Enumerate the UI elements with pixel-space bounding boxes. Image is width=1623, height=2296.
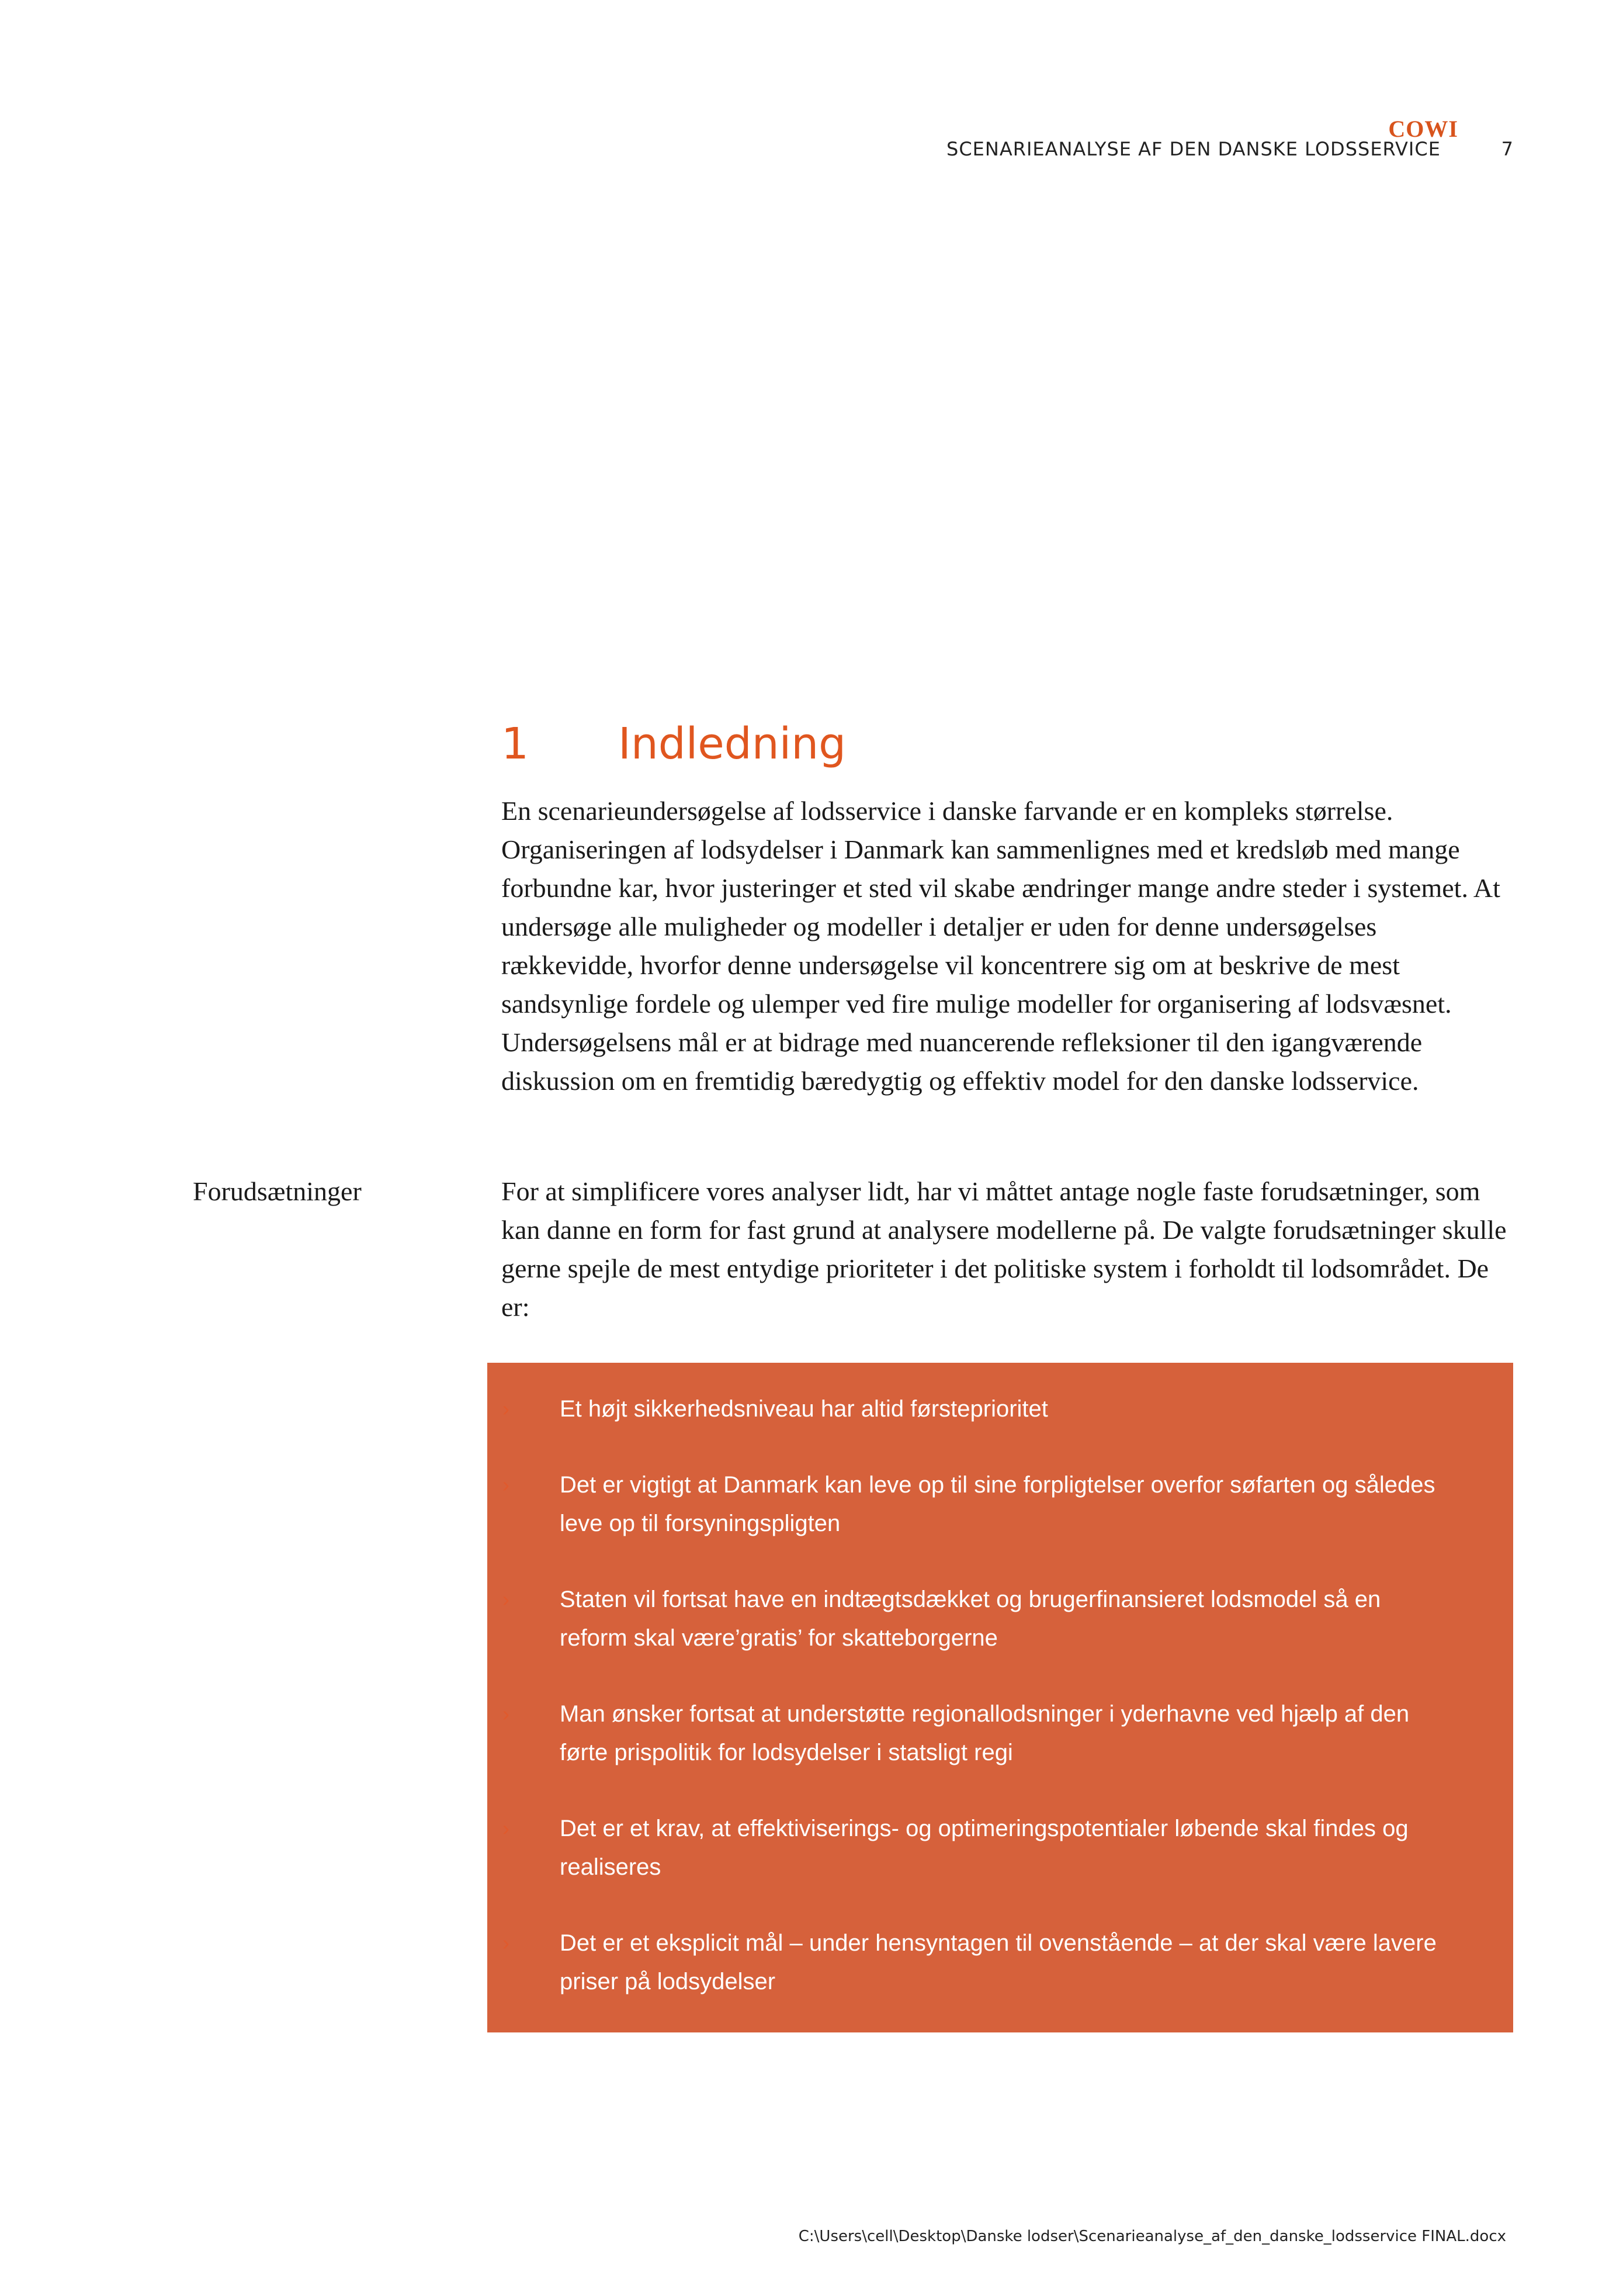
list-item-text: Det er et eksplicit mål – under hensyntagen til ovenstående – at der skal være lavere priser på lodsydelser xyxy=(560,1930,1437,1994)
page-header xyxy=(946,138,1513,160)
document-title: SCENARIEANALYSE AF DEN DANSKE LODSSERVICE xyxy=(946,138,1441,160)
list-item xyxy=(502,1580,1448,1657)
bullet-chevron-icon: › xyxy=(502,1702,509,1726)
footer-file-path: C:\Users\cell\Desktop\Danske lodser\Scenarieanalyse_af_den_danske_lodsservice FINAL.docx xyxy=(798,2228,1506,2245)
bullet-chevron-icon: › xyxy=(502,1473,509,1497)
intro-paragraph: En scenarieundersøgelse af lodsservice i danske farvande er en kompleks størrelse. Organiseringen af lodsydelser i Danmark kan sammenlignes med et kredsløb med mange forbundne kar, hvor justeringer et sted vil skabe ændringer mange andre steder i systemet. At undersøge alle muligheder og modeller i detaljer er uden for denne undersøgelses rækkevidde, hvorfor denne undersøgelse vil koncentrere sig om at beskrive de mest sandsynlige fordele og ulemper ved fire mulige modeller for organisering af lodsvæsnet. Undersøgelsens mål er at bidrage med nuancerende refleksioner til den igangværende diskussion om en fremtidig bæredygtig og effektiv model for den danske lodsservice. xyxy=(501,796,1500,1096)
list-item xyxy=(502,1809,1448,1886)
list-item-text: Et højt sikkerhedsniveau har altid førsteprioritet xyxy=(560,1396,1048,1422)
chapter-heading xyxy=(501,719,846,769)
list-item-text: Det er et krav, at effektiviserings- og optimeringspotentialer løbende skal findes og realiseres xyxy=(560,1816,1409,1880)
list-item xyxy=(502,1695,1448,1772)
list-item xyxy=(502,1466,1448,1543)
bullet-chevron-icon: › xyxy=(502,1931,509,1955)
assumptions-paragraph: For at simplificere vores analyser lidt, har vi måttet antage nogle faste forudsætninger, som kan danne en form for fast grund at analysere modellerne på. De valgte forudsætninger skulle gerne spejle de mest entydige prioriteter i det politiske system i forholdt til lodsområdet. De er: xyxy=(501,1176,1507,1322)
assumptions-box xyxy=(487,1363,1513,2032)
list-item xyxy=(502,1390,1448,1428)
list-item-text: Staten vil fortsat have en indtægtsdækket og brugerfinansieret lodsmodel så en reform skal være’gratis’ for skatteborgerne xyxy=(560,1587,1381,1651)
chapter-number: 1 xyxy=(501,719,529,769)
bullet-chevron-icon: › xyxy=(502,1587,509,1611)
cowi-logo: COWI xyxy=(1388,116,1458,142)
bullet-chevron-icon: › xyxy=(502,1397,509,1421)
list-item-text: Det er vigtigt at Danmark kan leve op til sine forpligtelser overfor søfarten og således leve op til forsyningspligten xyxy=(560,1472,1435,1536)
page-number: 7 xyxy=(1501,138,1513,160)
list-item xyxy=(502,1924,1448,2001)
chapter-title: Indledning xyxy=(618,719,847,769)
list-item-text: Man ønsker fortsat at understøtte regionallodsninger i yderhavne ved hjælp af den førte prispolitik for lodsydelser i statsligt regi xyxy=(560,1701,1410,1765)
bullet-chevron-icon: › xyxy=(502,1816,509,1840)
margin-label-assumptions: Forudsætninger xyxy=(193,1176,362,1206)
